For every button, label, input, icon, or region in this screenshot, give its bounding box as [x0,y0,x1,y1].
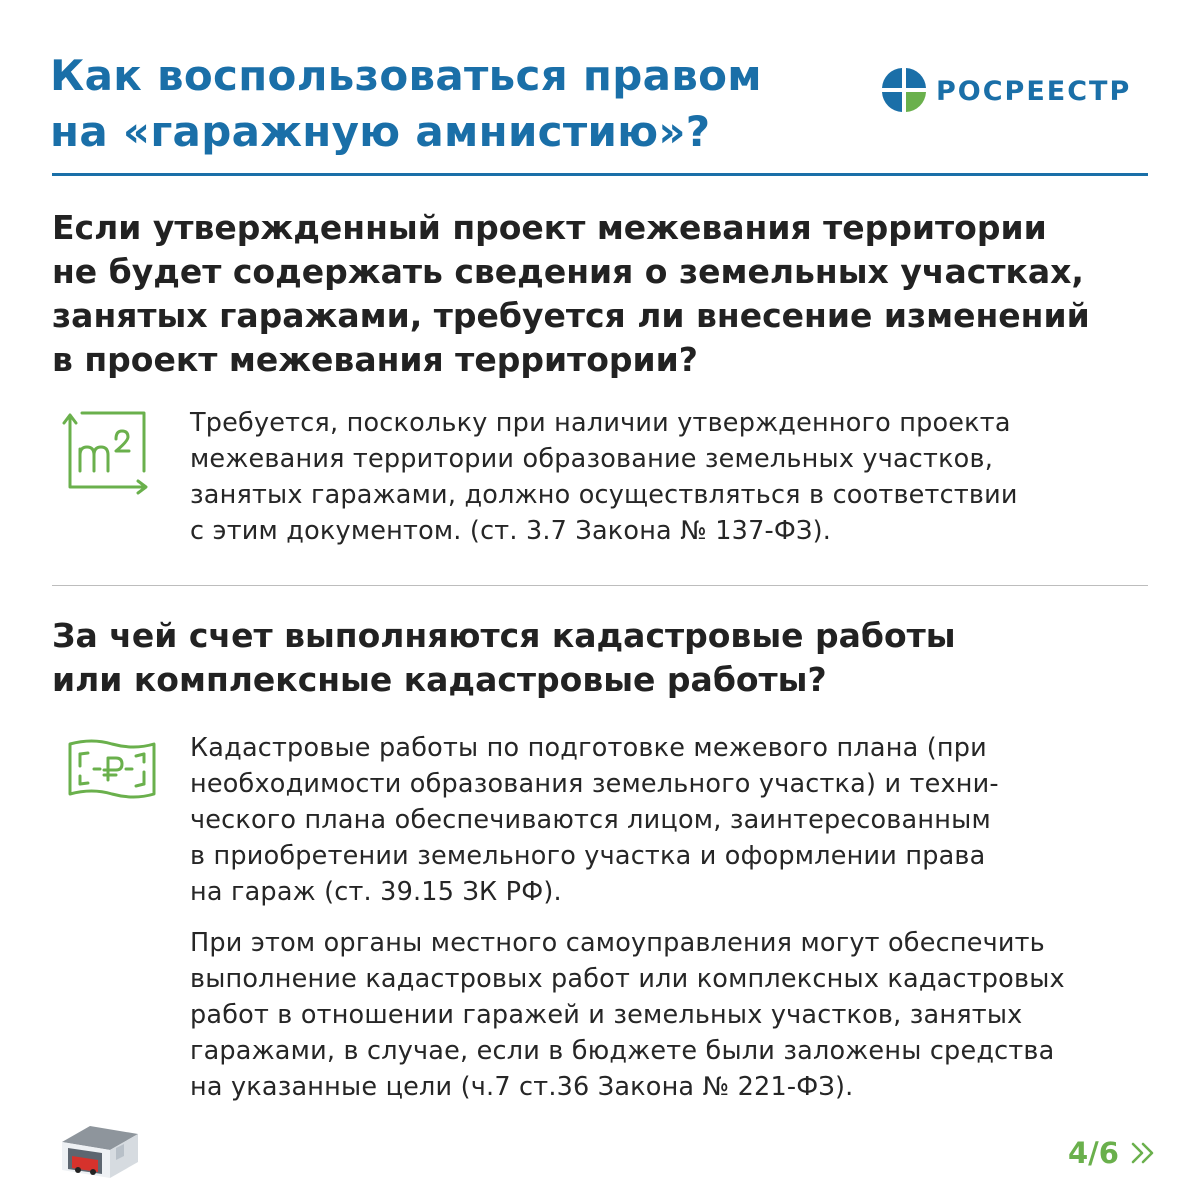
title-line-2: на «гаражную амнистию»? [50,107,711,156]
answer-2-line: Кадастровые работы по подготовке межевого плана (при [190,733,987,763]
rosreestr-logo [880,66,1155,116]
question-1-line: в проект межевания территории? [52,340,698,379]
answer-2-line: на гараж (ст. 39.15 ЗК РФ). [190,877,562,907]
garage-icon [58,1118,142,1180]
ruble-banknote-icon [64,736,160,808]
question-1 [52,206,1090,382]
answer-1 [190,405,1018,549]
answer-1-line: с этим документом. (ст. 3.7 Закона № 137-ФЗ). [190,516,832,546]
answer-1-line: занятых гаражами, должно осуществляться в соответствии [190,480,1018,510]
page-indicator: 4/6 [1068,1136,1119,1170]
question-2-line: За чей счет выполняются кадастровые работы [52,616,956,655]
question-2-line: или комплексные кадастровые работы? [52,660,827,699]
answer-2-line: ческого плана обеспечиваются лицом, заинтересованным [190,805,991,835]
double-chevron-right-icon[interactable] [1130,1141,1156,1165]
answer-3-line: При этом органы местного самоуправления могут обеспечить [190,928,1045,958]
answer-1-line: межевания территории образование земельных участков, [190,444,994,474]
answer-3-line: работ в отношении гаражей и земельных участков, занятых [190,1000,1023,1030]
logo-text: РОСРЕЕСТР [936,76,1132,107]
answer-2 [190,730,999,910]
answer-3-line: на указанные цели (ч.7 ст.36 Закона № 221-ФЗ). [190,1072,854,1102]
answer-2-line: в приобретении земельного участка и оформлении права [190,841,986,871]
question-1-line: не будет содержать сведения о земельных участках, [52,252,1084,291]
answer-1-line: Требуется, поскольку при наличии утвержденного проекта [190,408,1011,438]
question-1-line: занятых гаражами, требуется ли внесение изменений [52,296,1090,335]
answer-3-line: гаражами, в случае, если в бюджете были заложены средства [190,1036,1055,1066]
question-2 [52,614,956,702]
rosreestr-logo-mark-icon [880,66,928,114]
area-m2-icon [60,405,155,500]
page-title [50,48,762,160]
answer-3 [190,925,1065,1105]
answer-3-line: выполнение кадастровых работ или комплексных кадастровых [190,964,1065,994]
header-divider [52,173,1148,176]
section-divider [52,585,1148,586]
title-line-1: Как воспользоваться правом [50,51,762,100]
question-1-line: Если утвержденный проект межевания территории [52,208,1047,247]
answer-2-line: необходимости образования земельного участка) и техни- [190,769,999,799]
